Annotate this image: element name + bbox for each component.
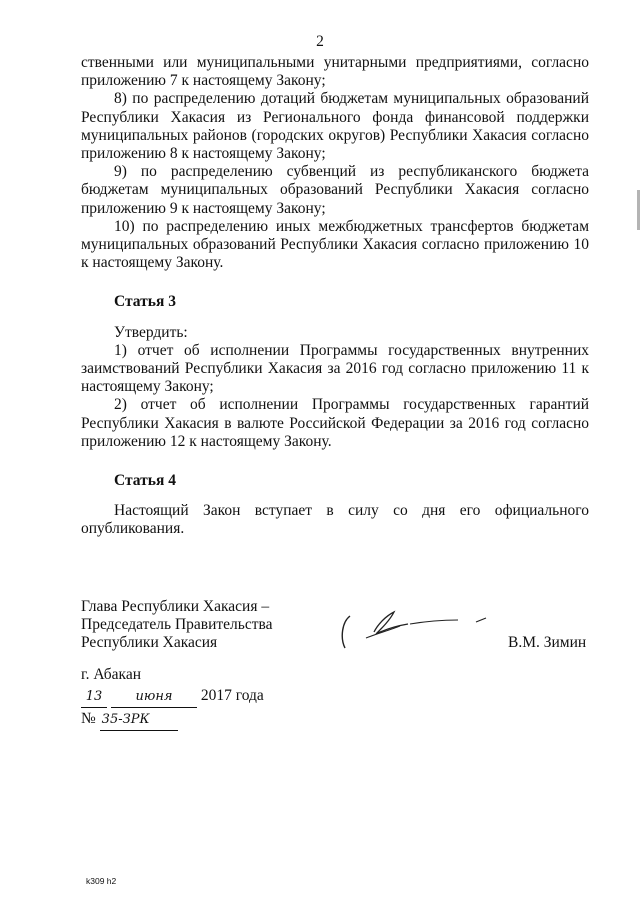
footer-code: k309 h2: [86, 876, 117, 886]
place-date-block: [81, 664, 381, 731]
date-day: 13: [81, 686, 107, 708]
paragraph-continuation: ственными или муниципальными унитарными предприятиями, согласно приложению 7 к настоящему Закону;: [81, 54, 589, 90]
number-prefix: №: [81, 710, 96, 727]
date-suffix: 2017 года: [200, 687, 264, 704]
law-number: 35-ЗРК: [100, 709, 178, 731]
page-number: 2: [316, 33, 324, 50]
paragraph-item-8: 8) по распределению дотаций бюджетам муниципальных образований Республики Хакасия из Регионального фонда финансовой поддержки муниципальных районов (городских округов) Республики Хакасия согласно приложению 8 к настоящему Закону;: [81, 90, 589, 163]
document-body: [81, 54, 589, 539]
signature-title-line-1: Глава Республики Хакасия –: [81, 598, 270, 615]
date-month: июня: [111, 686, 197, 708]
article-3-lead: Утвердить:: [114, 323, 188, 341]
article-3-item-1: 1) отчет об исполнении Программы государственных внутренних заимствований Республики Хакасия за 2016 год согласно приложению 11 к настоящему Закону;: [81, 341, 589, 396]
law-number-line: [81, 708, 381, 731]
paragraph-item-9: 9) по распределению субвенций из республиканского бюджета бюджетам муниципальных образований Республики Хакасия согласно приложению 9 к настоящему Закону;: [81, 163, 589, 217]
city: г. Абакан: [81, 666, 142, 683]
article-4-text: Настоящий Закон вступает в силу со дня его официального опубликования.: [81, 502, 589, 538]
article-3-heading: Статья 3: [114, 293, 176, 311]
paragraph-item-10: 10) по распределению иных межбюджетных трансфертов бюджетам муниципальных образований Республики Хакасия согласно приложению 10 к настоящему Закону.: [81, 217, 589, 272]
handwritten-signature: [336, 604, 496, 656]
date-line: [81, 685, 381, 708]
article-3-item-2: 2) отчет об исполнении Программы государственных гарантий Республики Хакасия в валюте Российской Федерации за 2016 год согласно приложению 12 к настоящему Закону.: [81, 396, 589, 450]
signer-name: В.М. Зимин: [508, 634, 587, 651]
signature-title-line-2: Председатель Правительства: [81, 616, 273, 634]
signature-title-line-3: Республики Хакасия: [81, 634, 218, 652]
article-4-heading: Статья 4: [114, 472, 176, 490]
